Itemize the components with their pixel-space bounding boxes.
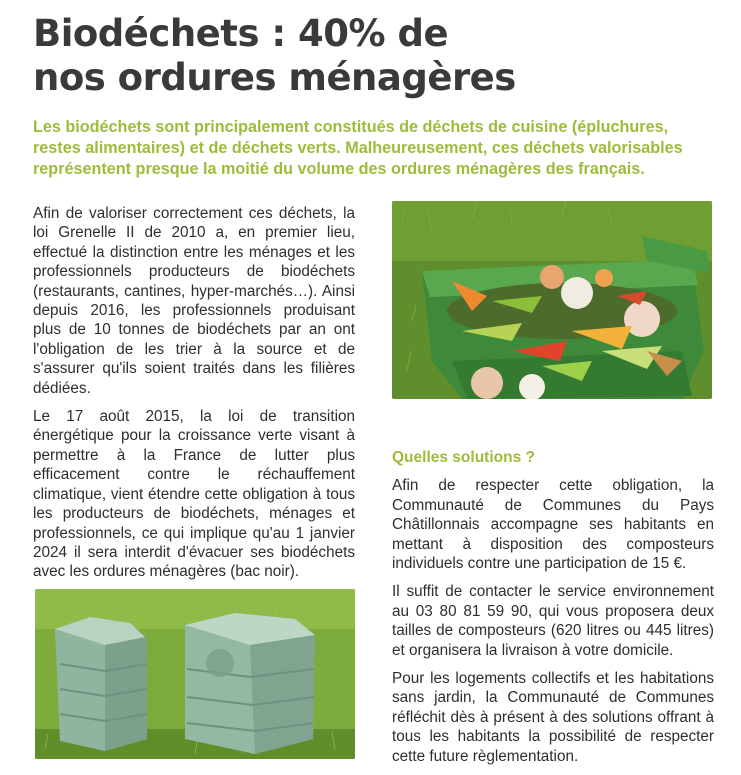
paragraph-transition-law: Le 17 août 2015, la loi de transition énergétique pour la croissance verte visant à permettre à la France de lutter plus efficacement contre le réchauffement climatique, vient étendre cette obligation à tous les producteurs de biodéchets, ménages et professionnels, ce qui implique qu'au 1 janvier 2024 il sera interdit d'évacuer ses biodéchets avec les ordures ménagères (bac noir). (33, 408, 355, 581)
right-column (392, 448, 714, 775)
solutions-heading: Quelles solutions ? (392, 449, 535, 466)
intro-paragraph: Les biodéchets sont principalement constitués de déchets de cuisine (épluchures, restes alimentaires) et de déchets verts. Malheureusement, ces déchets valorisables représentent presque la moitié du volume des ordures ménagères des français. (33, 118, 683, 178)
paragraph-collective-housing: Pour les logements collectifs et les habitations sans jardin, la Communauté de Communes réfléchit dès à présent à des solutions offrant à tous les habitants la possibilité de respecter cette future règlementation. (392, 670, 714, 765)
title-line-1: Biodéchets : 40% de (33, 12, 449, 55)
compost-bin-photo (392, 201, 712, 399)
paragraph-contact: Il suffit de contacter le service environnement au 03 80 81 59 90, qui vous proposera deux tailles de composteurs (620 litres ou 445 litres) et organisera la livraison à votre domicile. (392, 583, 714, 659)
paragraph-obligation: Afin de respecter cette obligation, la Communauté de Communes du Pays Châtillonnais accompagne ses habitants en mettant à disposition des composteurs individuels contre une participation de 15 €. (392, 477, 714, 573)
title-line-2: nos ordures ménagères (33, 56, 516, 99)
article-title (33, 12, 673, 100)
composters-photo (35, 589, 355, 759)
paragraph-grenelle: Afin de valoriser correctement ces déchets, la loi Grenelle II de 2010 a, en premier lieu, effectué la distinction entre les ménages et les professionnels producteurs de biodéchets (restaurants, cantines, hyper-marchés…). Ainsi depuis 2016, les professionnels produisant plus de 10 tonnes de biodéchets par an ont l'obligation de les trier à la source et de s'assurer qu'ils soient traités dans les filières dédiées. (33, 205, 355, 397)
left-column (33, 204, 355, 591)
